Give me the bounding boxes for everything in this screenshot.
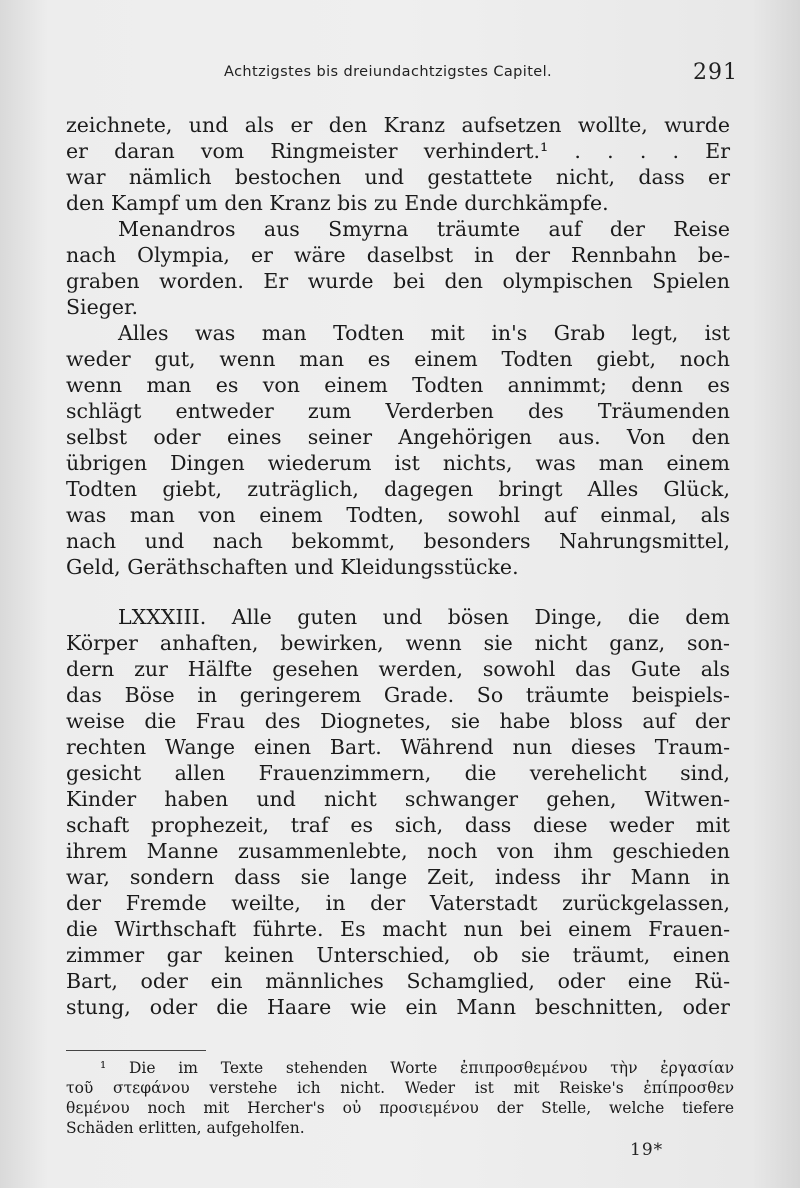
footnote-divider bbox=[66, 1050, 206, 1051]
text-line: war, sondern dass sie lange Zeit, indess ihr Mann in bbox=[66, 865, 730, 889]
text-line: weder gut, wenn man es einem Todten giebt, noch bbox=[66, 347, 730, 371]
text-line: weise die Frau des Diognetes, sie habe bloss auf der bbox=[66, 709, 730, 733]
text-line: Alles was man Todten mit in's Grab legt, ist bbox=[118, 321, 730, 345]
text-line: schlägt entweder zum Verderben des Träumenden bbox=[66, 399, 730, 423]
section-start-line: LXXXIII. Alle guten und bösen Dinge, die dem bbox=[118, 605, 730, 629]
text-line: dern zur Hälfte gesehen werden, sowohl das Gute als bbox=[66, 657, 730, 681]
text-line: er daran vom Ringmeister verhindert.¹ . . . . Er bbox=[66, 139, 730, 163]
text-line: war nämlich bestochen und gestattete nicht, dass er bbox=[66, 165, 730, 189]
text-line: selbst oder eines seiner Angehörigen aus. Von den bbox=[66, 425, 730, 449]
text-line: graben worden. Er wurde bei den olympischen Spielen bbox=[66, 269, 730, 293]
text-line: Todten giebt, zuträglich, dagegen bringt Alles Glück, bbox=[66, 477, 730, 501]
text-line: nach und nach bekommt, besonders Nahrungsmittel, bbox=[66, 529, 730, 553]
text-line: zimmer gar keinen Unterschied, ob sie träumt, einen bbox=[66, 943, 730, 967]
text-line: Körper anhaften, bewirken, wenn sie nicht ganz, son- bbox=[66, 631, 730, 655]
text-line: wenn man es von einem Todten annimmt; denn es bbox=[66, 373, 730, 397]
page-number: 291 bbox=[693, 60, 738, 85]
text-line: der Fremde weilte, in der Vaterstadt zurückgelassen, bbox=[66, 891, 730, 915]
text-line: stung, oder die Haare wie ein Mann beschnitten, oder bbox=[66, 995, 730, 1019]
text-line: Kinder haben und nicht schwanger gehen, Witwen- bbox=[66, 787, 730, 811]
footnote-line: θεμένου noch mit Hercher's οὐ προσιεμένου der Stelle, welche tiefere bbox=[66, 1099, 734, 1117]
text-line: was man von einem Todten, sowohl auf einmal, als bbox=[66, 503, 730, 527]
text-line: ihrem Manne zusammenlebte, noch von ihm geschieden bbox=[66, 839, 730, 863]
text-line: nach Olympia, er wäre daselbst in der Rennbahn be- bbox=[66, 243, 730, 267]
body-text bbox=[66, 112, 730, 1020]
text-line: die Wirthschaft führte. Es macht nun bei einem Frauen- bbox=[66, 917, 730, 941]
text-line: Sieger. bbox=[66, 295, 139, 319]
running-head: Achtzigstes bis dreiundachtzigstes Capitel. bbox=[224, 64, 553, 80]
footnote-line: ¹ Die im Texte stehenden Worte ἐπιπροσθεμένου τὴν ἐργασίαν bbox=[100, 1059, 734, 1077]
text-line: Menandros aus Smyrna träumte auf der Reise bbox=[118, 217, 730, 241]
text-line: rechten Wange einen Bart. Während nun dieses Traum- bbox=[66, 735, 730, 759]
footnotes bbox=[66, 1058, 734, 1138]
text-line: übrigen Dingen wiederum ist nichts, was man einem bbox=[66, 451, 730, 475]
page-header bbox=[66, 62, 738, 92]
footnote-line: Schäden erlitten, aufgeholfen. bbox=[66, 1119, 305, 1137]
text-line: gesicht allen Frauenzimmern, die verehelicht sind, bbox=[66, 761, 730, 785]
text-line: Bart, oder ein männliches Schamglied, oder eine Rü- bbox=[66, 969, 730, 993]
printer-signature: 19* bbox=[630, 1140, 664, 1160]
text-line: das Böse in geringerem Grade. So träumte beispiels- bbox=[66, 683, 730, 707]
text-line: zeichnete, und als er den Kranz aufsetzen wollte, wurde bbox=[66, 113, 730, 137]
footnote-line: τοῦ στεφάνου verstehe ich nicht. Weder ist mit Reiske's ἐπίπροσθεν bbox=[66, 1079, 734, 1097]
text-line: schaft prophezeit, traf es sich, dass diese weder mit bbox=[66, 813, 730, 837]
text-line: den Kampf um den Kranz bis zu Ende durchkämpfe. bbox=[66, 191, 609, 215]
text-line: Geld, Geräthschaften und Kleidungsstücke. bbox=[66, 555, 519, 579]
